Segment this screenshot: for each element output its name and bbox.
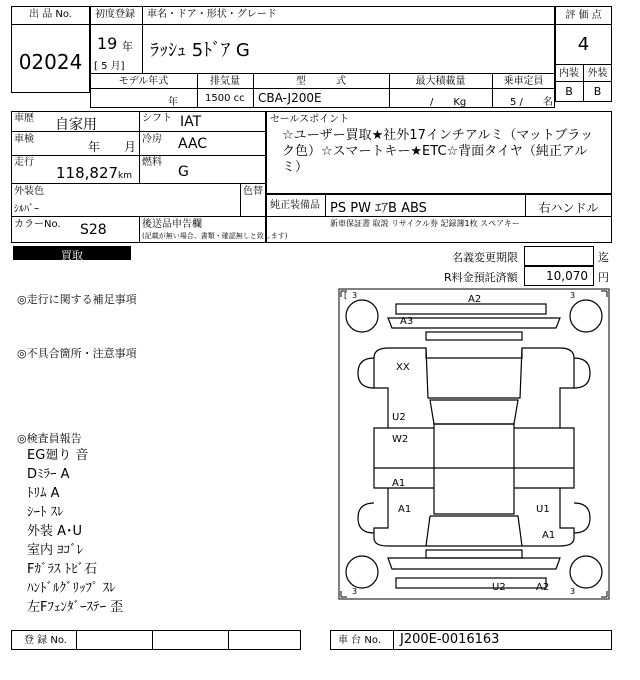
rating-value: 4 (577, 34, 590, 55)
corner-label-tl: [ (344, 291, 348, 300)
interior-label: 内装 (559, 68, 579, 79)
first-reg-year-unit: 年 (122, 40, 133, 53)
model-title-label: 車名・ドア・形状・グレード (147, 9, 277, 20)
displacement-value: 1500 cc (205, 93, 245, 104)
color-no-label: カラーNo. (14, 219, 61, 230)
chassis-no-value: J200E-0016163 (400, 632, 500, 647)
damage-mark: A1 (398, 504, 412, 515)
inspector-note-line: Dﾐﾗｰ A (27, 467, 70, 482)
damage-mark: A2 (468, 294, 482, 305)
name-change-label: 名義変更期限 (452, 251, 518, 264)
color-change-label: 色替 (243, 186, 263, 197)
inspector-note-line: ﾊﾝﾄﾞﾙｸﾞﾘｯﾌﾟ ｽﾚ (27, 581, 116, 596)
equipment-extras: 新車保証書 取説 リサイクル券 記録簿1枚 スペアキー (330, 219, 520, 228)
capacity-value: / Kg (430, 97, 467, 108)
mileage-value: 118,827 (56, 164, 119, 182)
name-change-box (524, 246, 594, 266)
type-label: 型 式 (296, 76, 346, 87)
equipment-items: PS PW ｴｱB ABS (330, 201, 427, 216)
exterior-color-label: 外装色 (14, 186, 44, 197)
aircon-label: 冷房 (142, 134, 162, 145)
model-year-label: モデル年式 (118, 76, 169, 87)
inspector-note-line: 外装 A･U (27, 524, 83, 539)
interior-grade: B (565, 85, 573, 98)
inspection-label: 車検 (14, 134, 34, 145)
exterior-grade: B (593, 85, 602, 98)
purchase-label: 買取 (61, 249, 83, 262)
inspector-note-line: Fｶﾞﾗｽ ﾄﾋﾞ石 (27, 562, 98, 577)
car-name: ﾗｯｼｭ 5ﾄﾞｱ G (150, 40, 250, 61)
shift-value: IAT (180, 114, 202, 130)
displacement-label: 排気量 (210, 76, 240, 87)
corner-label-br-value: 3 (570, 587, 576, 596)
first-reg-year: 19 (97, 34, 118, 53)
recycle-amount: 10,070 (546, 269, 588, 283)
recycle-unit: 円 (598, 271, 609, 284)
inspector-note-line: 左Fﾌｪﾝﾀﾞｰｽﾃｰ 歪 (27, 600, 124, 615)
damage-mark: U2 (392, 412, 406, 423)
mileage-unit: km (118, 171, 132, 181)
exterior-color-value: ｼﾙﾊﾞｰ (14, 204, 39, 215)
fuel-value: G (178, 164, 189, 180)
damage-mark: W2 (392, 434, 409, 445)
shift-label: シフト (142, 113, 172, 124)
documents-note: (記載が無い場合、書類・確認無しと致します) (142, 232, 288, 240)
defects-label: ◎不具合箇所・注意事項 (17, 347, 137, 360)
documents-label: 後送品申告欄 (142, 219, 202, 230)
corner-label-bl-value: 3 (352, 587, 358, 596)
car-damage-diagram (338, 288, 610, 600)
history-value: 自家用 (55, 117, 97, 133)
damage-mark: A2 (536, 582, 550, 593)
damage-mark: A1 (392, 478, 406, 489)
damage-mark: U2 (492, 582, 506, 593)
first-reg-month: [ 5 月] (94, 61, 125, 72)
inspector-note-line: ｼｰﾄ ｽﾚ (27, 505, 64, 520)
inspector-note-line: 室内 ﾖｺﾞﾚ (27, 543, 84, 558)
inspector-note-line: ﾄﾘﾑ A (27, 486, 60, 501)
color-no-value: S28 (80, 222, 107, 238)
steering-side: 右ハンドル (538, 201, 599, 215)
fuel-label: 燃料 (142, 157, 162, 168)
damage-mark: XX (396, 362, 410, 373)
sales-points-text: ☆ユーザー買取★社外17インチアルミ（マットブラック色）☆スマートキー★ETC☆背面タイヤ（純正アルミ） (282, 128, 594, 175)
equipment-label: 純正装備品 (270, 200, 320, 211)
exterior-label: 外装 (587, 68, 608, 79)
capacity-label: 最大積載量 (415, 76, 466, 87)
reg-no-label: 登 録 No. (24, 635, 67, 646)
model-year-value: 年 (168, 97, 178, 108)
inspector-notes (27, 446, 317, 617)
recycle-label: R料金預託済額 (444, 271, 518, 284)
chassis-no-label: 車 台 No. (338, 635, 381, 646)
sales-points-label: セールスポイント (270, 114, 350, 125)
first-reg-label: 初度登録 (95, 9, 135, 20)
lot-label: 出 品 No. (29, 9, 72, 20)
damage-mark: U1 (536, 504, 550, 515)
lot-number: 02024 (18, 50, 83, 74)
inspector-note-line: EG廻り 音 (27, 448, 89, 463)
corner-label-tr-value: 3 (570, 291, 576, 300)
corner-label-tl-value: 3 (352, 291, 358, 300)
name-change-unit: 迄 (598, 251, 609, 264)
type-value: CBA-J200E (258, 91, 322, 105)
inspection-value: 年 月 (88, 140, 137, 154)
driving-notes-label: ◎走行に関する補足事項 (17, 293, 137, 306)
mileage-label: 走行 (14, 157, 34, 168)
aircon-value: AAC (178, 136, 208, 152)
inspector-report-label: ◎検査員報告 (17, 432, 82, 445)
damage-mark: A3 (400, 316, 414, 327)
history-label: 車歴 (14, 113, 34, 124)
damage-mark: A1 (542, 530, 556, 541)
seats-value: 5 / 名 (510, 97, 553, 108)
seats-label: 乗車定員 (503, 76, 544, 87)
rating-label: 評 価 点 (565, 10, 602, 21)
